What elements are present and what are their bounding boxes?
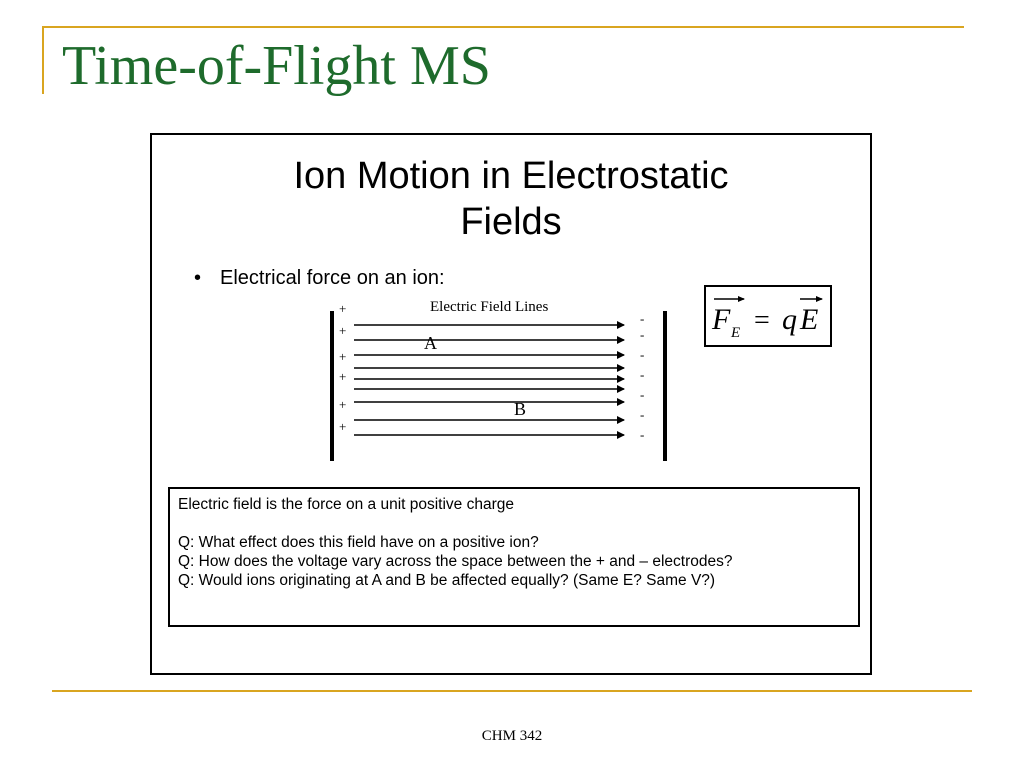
minus-sign-3: - [640, 347, 645, 362]
bullet-dot-icon: • [194, 267, 202, 289]
left-accent-rule [42, 26, 44, 94]
slide-title: Time-of-Flight MS [62, 35, 491, 97]
minus-sign-5: - [640, 387, 645, 402]
bullet-text: Electrical force on an ion: [220, 267, 445, 289]
notes-box [168, 487, 860, 627]
question-1: Q: What effect does this field have on a positive ion? [178, 534, 539, 551]
field-symbol: E [800, 303, 819, 336]
force-symbol: F [712, 303, 731, 336]
bullet-item [194, 267, 445, 290]
plus-sign-5: + [339, 397, 347, 412]
charge-symbol: q [782, 303, 797, 336]
positive-charge-signs [339, 301, 346, 434]
force-formula-box [704, 285, 832, 347]
field-lines-group [354, 325, 624, 435]
point-b-label: B [514, 399, 527, 419]
minus-sign-1: - [640, 311, 645, 326]
force-formula [706, 287, 830, 345]
panel-heading [152, 153, 870, 245]
negative-charge-signs [640, 311, 644, 442]
plus-sign-3: + [339, 349, 347, 364]
question-2: Q: How does the voltage vary across the space between the + and – electrodes? [178, 553, 733, 570]
equals-sign: = [754, 305, 770, 336]
minus-sign-6: - [640, 407, 645, 422]
slide-footer: CHM 342 [481, 728, 543, 744]
bottom-accent-rule [52, 690, 972, 692]
question-3: Q: Would ions originating at A and B be affected equally? (Same E? Same V?) [178, 572, 716, 589]
plus-sign-2: + [339, 323, 347, 338]
panel-heading-line-2: Fields [460, 201, 562, 243]
notes-spacer [178, 514, 850, 533]
embedded-slide-panel [150, 133, 872, 675]
panel-heading-line-1: Ion Motion in Electrostatic [293, 155, 729, 197]
force-subscript: E [731, 325, 741, 341]
field-lines-label: Electric Field Lines [430, 299, 549, 315]
plus-sign-6: + [339, 419, 347, 434]
electric-field-diagram [312, 293, 672, 468]
minus-sign-4: - [640, 367, 645, 382]
point-a-label: A [424, 333, 437, 353]
top-accent-rule [42, 26, 964, 28]
field-definition-text: Electric field is the force on a unit positive charge [178, 496, 515, 513]
plus-sign-1: + [339, 301, 347, 316]
plus-sign-4: + [339, 369, 347, 384]
minus-sign-7: - [640, 427, 645, 442]
minus-sign-2: - [640, 327, 645, 342]
